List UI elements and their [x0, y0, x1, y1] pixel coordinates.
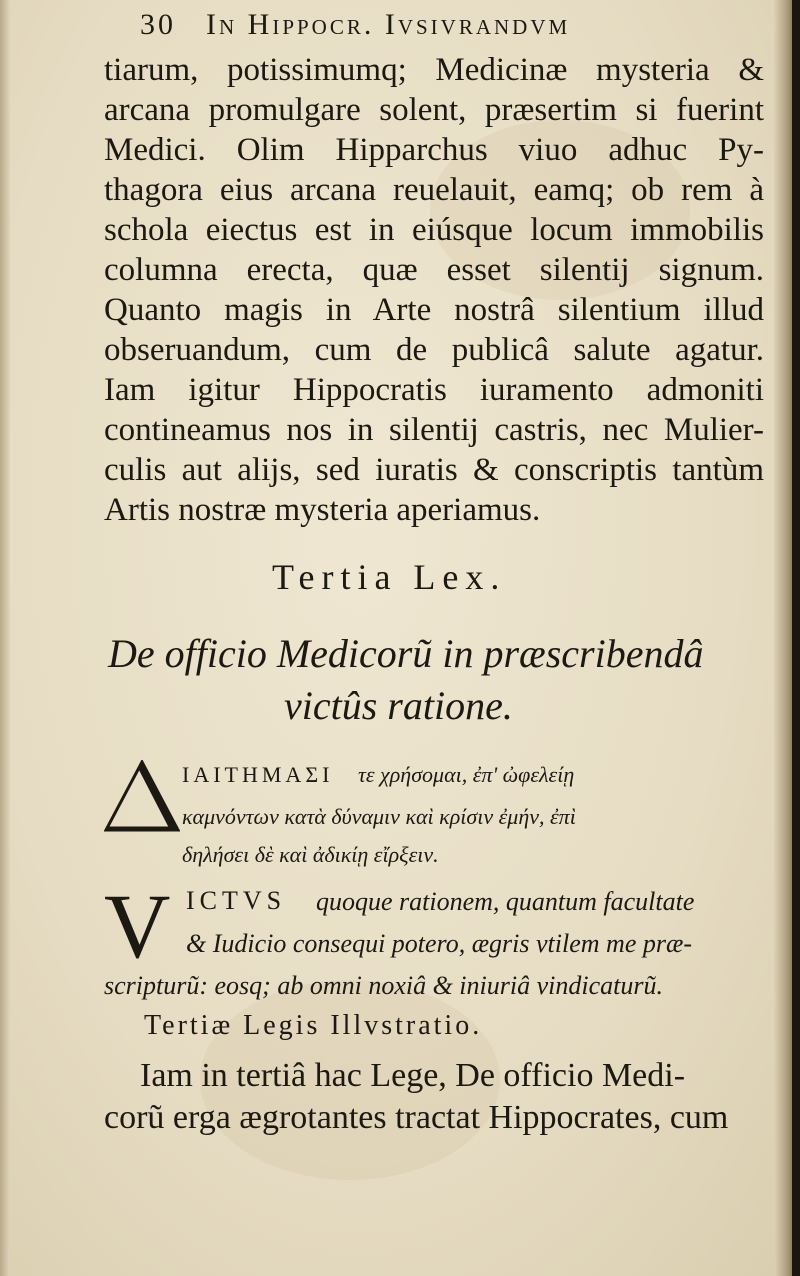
- greek-line-2: καμνόντων κατὰ δύναμιν καὶ κρίσιν ἐμήν, ἐπὶ: [182, 804, 576, 829]
- latin-caps-word: ICTVS: [186, 886, 287, 915]
- text-line: thagora eius arcana reuelauit, eamq; ob rem à: [104, 172, 764, 208]
- greek-caps-word: ΙΑΙΤΗΜΑΣΙ: [182, 762, 334, 787]
- running-head: [140, 8, 570, 42]
- subheading-line-1: De officio Medicorũ in præscribendâ: [108, 631, 704, 676]
- text-line: contineamus nos in silentij castris, nec Mulier-: [104, 412, 764, 448]
- greek-line-1: τε χρήσομαι, ἐπ' ὠφελείῃ: [358, 762, 575, 787]
- text-line: tiarum, potissimumq; Medicinæ mysteria &: [104, 52, 764, 88]
- running-title: In Hippocr. Ivsivrandvm: [206, 8, 571, 41]
- text-line: corũ erga ægrotantes tractat Hippocrates, cum: [104, 1099, 729, 1136]
- text-line: culis aut alijs, sed iuratis & conscriptis tantùm: [104, 452, 764, 488]
- text-line: arcana promulgare solent, præsertim si fuerint: [104, 92, 764, 128]
- text-line: Iam igitur Hippocratis iuramento admoniti: [104, 372, 764, 408]
- page-number: 30: [140, 8, 176, 41]
- latin-line-3: scripturũ: eosq; ab omni noxiâ & iniuriâ vindicaturũ.: [104, 971, 663, 1000]
- text-line: obseruandum, cum de publicâ salute agatur.: [104, 332, 764, 368]
- text-line: Iam in tertiâ hac Lege, De officio Medi-: [140, 1057, 686, 1094]
- latin-line-2: & Iudicio consequi potero, ægris vtilem me præ-: [186, 929, 692, 958]
- text-line: Artis nostræ mysteria aperiamus.: [104, 492, 541, 528]
- section-heading: Tertia Lex.: [272, 557, 507, 597]
- subheading-line-2: victûs ratione.: [284, 683, 513, 728]
- latin-dropcap: V: [104, 875, 171, 977]
- text-line: Quanto magis in Arte nostrâ silentium illud: [104, 292, 764, 328]
- text-line: columna erecta, quæ esset silentij signum.: [104, 252, 764, 288]
- book-spine: [792, 0, 800, 1276]
- greek-line-3: δηλήσει δὲ καὶ ἀδικίῃ εἴρξειν.: [182, 842, 439, 867]
- illustration-heading: Tertiæ Legis Illvstratio.: [144, 1010, 483, 1041]
- latin-line-1: quoque rationem, quantum facultate: [316, 887, 695, 916]
- page-left-margin-shadow: [0, 0, 10, 1276]
- text-line: Medici. Olim Hipparchus viuo adhuc Py-: [104, 132, 764, 168]
- text-line: schola eiectus est in eiúsque locum immobilis: [104, 212, 764, 248]
- greek-dropcap: [104, 760, 180, 832]
